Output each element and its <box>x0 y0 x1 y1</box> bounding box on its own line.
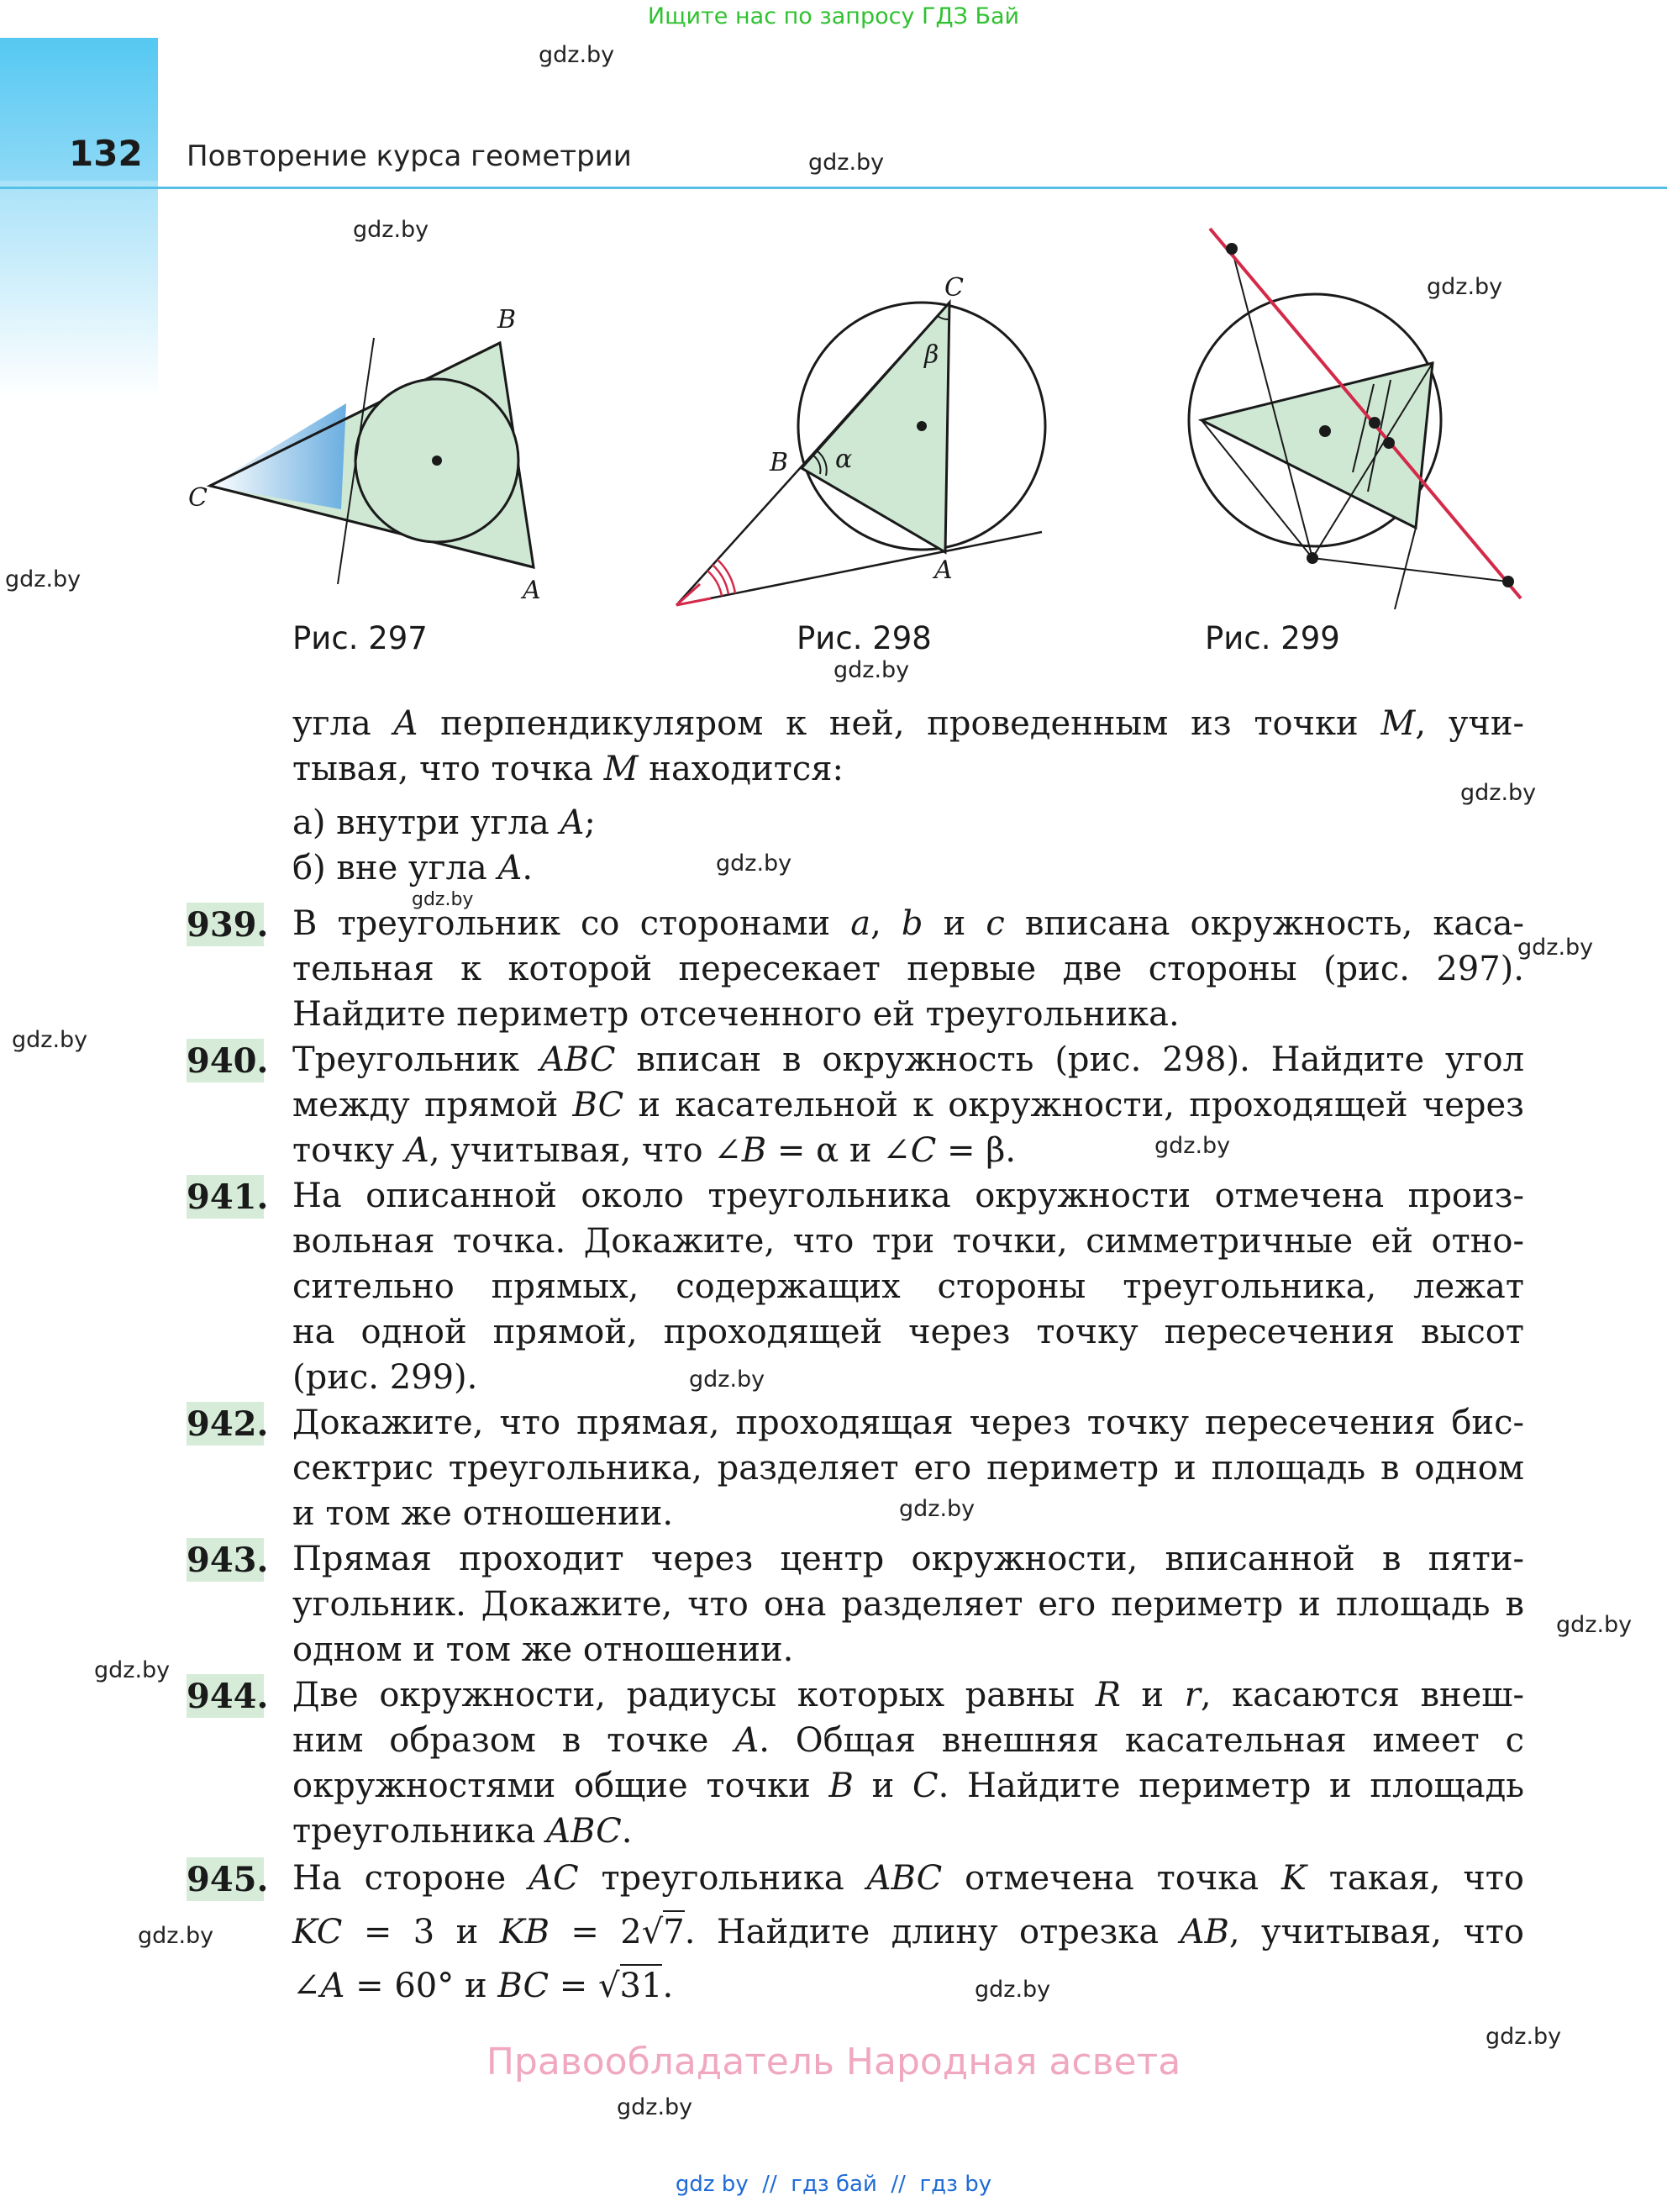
text-line: Найдите периметр отсеченного ей треугольника. <box>292 995 1180 1034</box>
watermark: gdz.by <box>5 566 82 592</box>
text-line: одном и том же отношении. <box>292 1630 794 1669</box>
watermark: gdz.by <box>716 851 792 877</box>
footer-link[interactable]: гдз by <box>919 2172 992 2197</box>
running-title: Повторение курса геометрии <box>187 140 632 173</box>
label-beta: β <box>924 340 939 370</box>
text-line: окружностями общие точки B и C. Найдите периметр и площадь <box>292 1767 1524 1805</box>
text-line: ним образом в точке A. Общая внешняя касательная имеет с <box>292 1721 1525 1760</box>
text-line: сительно прямых, содержащих стороны треугольника, лежат <box>292 1267 1524 1306</box>
watermark: gdz.by <box>1517 935 1594 961</box>
problem-number: 941. <box>187 1175 264 1219</box>
point <box>1307 552 1318 564</box>
text-line: тывая, что точка M находится: <box>292 750 844 788</box>
figure-297 <box>185 303 571 614</box>
text-line: В треугольник со сторонами a, b и c вписана окружность, каса- <box>292 904 1524 943</box>
watermark: gdz.by <box>975 1977 1051 2003</box>
watermark: gdz.by <box>1486 2024 1562 2050</box>
problem-number: 939. <box>187 903 264 946</box>
label-alpha: α <box>835 445 853 474</box>
figure-299 <box>1185 219 1538 614</box>
text-line: вольная точка. Докажите, что три точки, симметричные ей отно- <box>292 1222 1524 1261</box>
watermark: gdz.by <box>834 657 910 683</box>
header-rule <box>0 187 1667 189</box>
label-b: B <box>497 305 517 334</box>
text-line: угольник. Докажите, что она разделяет его периметр и площадь в <box>292 1585 1524 1624</box>
footer-link[interactable]: gdz by <box>675 2172 749 2197</box>
footer-links <box>0 2172 1667 2197</box>
center-point <box>1319 425 1331 437</box>
label-a: A <box>523 576 541 605</box>
problem-number: 943. <box>187 1538 264 1582</box>
footer-separator: // <box>891 2172 906 2197</box>
watermark: gdz.by <box>412 889 474 910</box>
text-line: На описанной около треугольника окружности отмечена произ- <box>292 1177 1524 1215</box>
text-line: Прямая проходит через центр окружности, вписанной в пяти- <box>292 1540 1524 1578</box>
center-point <box>432 456 442 466</box>
text-line: ∠A = 60° и BC = √31. <box>292 1963 1524 2009</box>
label-a: A <box>934 556 953 585</box>
caption-297: Рис. 297 <box>292 620 428 656</box>
text-line: между прямой BC и касательной к окружности, проходящей через <box>292 1086 1524 1124</box>
problem-number: 942. <box>187 1402 264 1446</box>
point <box>1502 576 1514 587</box>
text-line: Докажите, что прямая, проходящая через точку пересечения бис- <box>292 1404 1524 1442</box>
watermark: gdz.by <box>94 1657 171 1683</box>
text-line: а) внутри угла A; <box>292 803 596 842</box>
watermark: gdz.by <box>539 42 615 68</box>
watermark: gdz.by <box>12 1027 88 1053</box>
watermark: gdz.by <box>1556 1612 1633 1638</box>
caption-298: Рис. 298 <box>797 620 932 656</box>
text-line: и том же отношении. <box>292 1494 674 1533</box>
center-point <box>917 421 927 431</box>
label-c: C <box>188 483 208 513</box>
triangle <box>1202 363 1433 528</box>
rights-holder: Правообладатель Народная асвета <box>486 2041 1181 2083</box>
footer-link[interactable]: гдз бай <box>791 2172 877 2197</box>
text-line: сектрис треугольника, разделяет его периметр и площадь в одном <box>292 1449 1524 1488</box>
watermark: gdz.by <box>617 2094 693 2120</box>
text-line: б) вне угла A. <box>292 849 534 887</box>
text-line: точку A, учитывая, что ∠B = α и ∠C = β. <box>292 1131 1017 1170</box>
orthocenter-point <box>1383 437 1395 449</box>
watermark: gdz.by <box>1427 274 1503 300</box>
problem-number: 944. <box>187 1674 264 1718</box>
figure-298 <box>664 269 1050 614</box>
text-line: треугольника ABC. <box>292 1812 633 1851</box>
text-line: На стороне AC треугольника ABC отмечена точка K такая, что <box>292 1859 1525 1898</box>
text-line: Две окружности, радиусы которых равны R и r, касаются внеш- <box>292 1676 1524 1714</box>
top-banner: Ищите нас по запросу ГДЗ Бай <box>647 3 1020 29</box>
watermark: gdz.by <box>138 1923 214 1949</box>
text-line: KC = 3 и KB = 2√7. Найдите длину отрезка AB, учитывая, что <box>292 1909 1524 1955</box>
label-c: C <box>944 273 964 303</box>
watermark: gdz.by <box>808 150 885 176</box>
text-line: на одной прямой, проходящей через точку пересечения высот <box>292 1313 1524 1351</box>
footer-separator: // <box>762 2172 777 2197</box>
problem-number: 940. <box>187 1039 264 1082</box>
cut-triangle <box>210 403 346 509</box>
caption-299: Рис. 299 <box>1205 620 1340 656</box>
watermark: gdz.by <box>899 1496 975 1522</box>
text-line: тельная к которой пересекает первые две стороны (рис. 297). <box>292 950 1524 988</box>
watermark: gdz.by <box>1460 780 1537 806</box>
label-b: B <box>770 448 789 477</box>
text-line: Треугольник ABC вписан в окружность (рис. 298). Найдите угол <box>292 1040 1524 1079</box>
text-line: угла A перпендикуляром к ней, проведенным из точки M, учи- <box>292 704 1525 743</box>
point <box>1369 417 1380 429</box>
watermark: gdz.by <box>353 217 429 243</box>
text-line: (рис. 299). <box>292 1358 478 1397</box>
side-tab-fade <box>0 181 158 399</box>
problem-number: 945. <box>187 1857 264 1901</box>
watermark: gdz.by <box>689 1367 765 1393</box>
watermark: gdz.by <box>1154 1133 1231 1159</box>
point <box>1226 243 1238 255</box>
page-number: 132 <box>69 133 143 174</box>
